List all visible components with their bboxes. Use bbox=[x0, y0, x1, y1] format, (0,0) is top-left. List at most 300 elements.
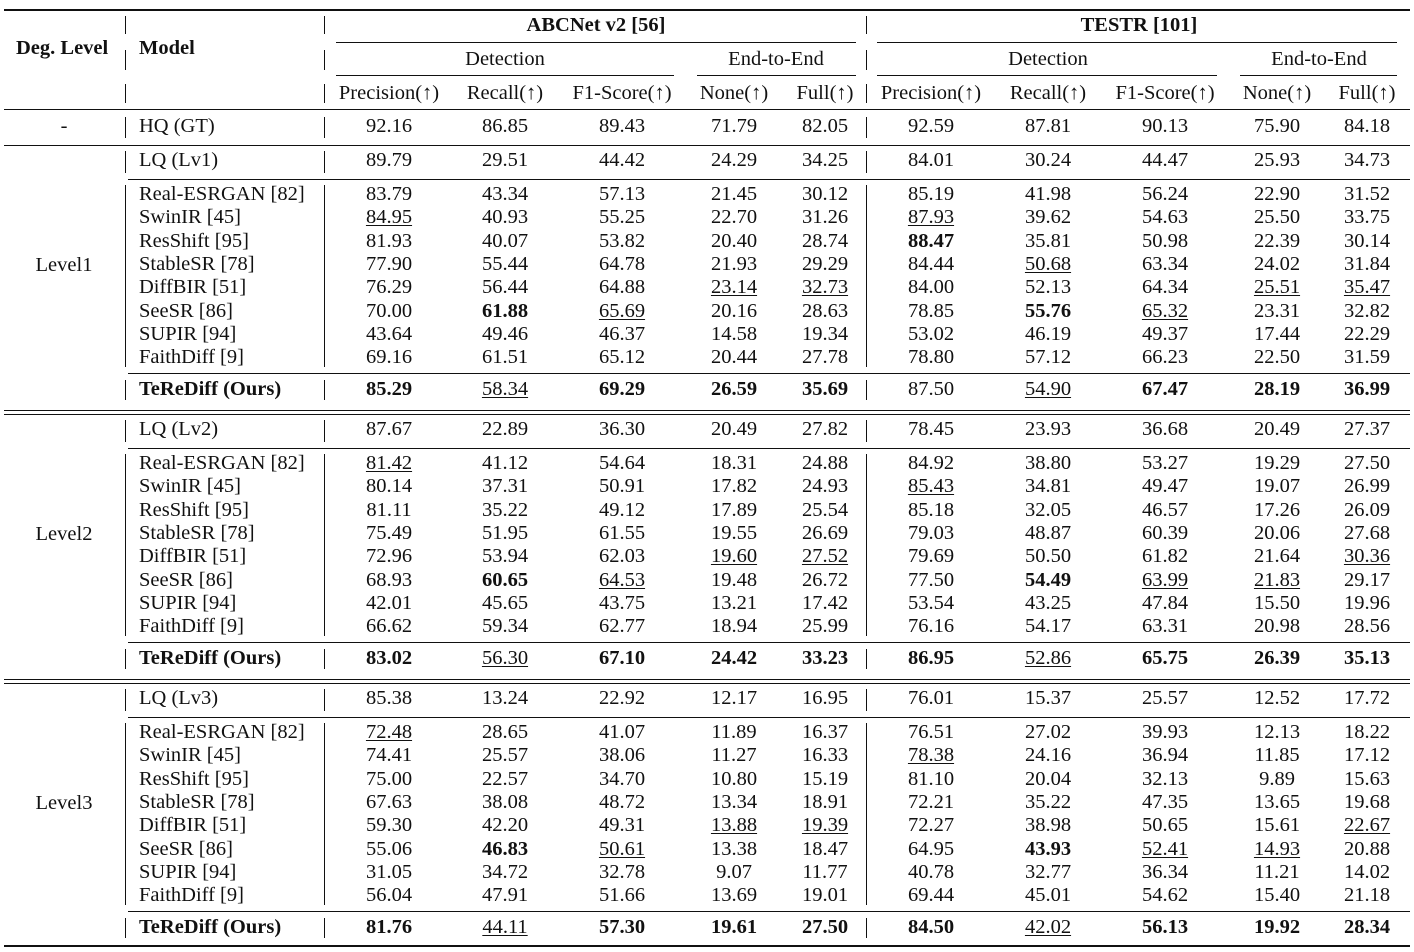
table-cell: 64.34 bbox=[1141, 276, 1189, 298]
table-cell: 78.45 bbox=[907, 418, 955, 440]
table-cell: 31.26 bbox=[801, 206, 849, 228]
table-cell: 43.25 bbox=[1024, 592, 1072, 614]
table-cell: 13.34 bbox=[710, 791, 758, 813]
table-cell: 57.13 bbox=[598, 183, 646, 205]
table-cell: 60.39 bbox=[1141, 522, 1189, 544]
table-cell: 52.86 bbox=[1024, 647, 1072, 669]
table-cell: 85.38 bbox=[365, 687, 413, 709]
table-cell: 89.79 bbox=[365, 149, 413, 171]
column-rule bbox=[125, 454, 126, 636]
method-row-model: SeeSR [86] bbox=[139, 569, 233, 591]
table-cell: 16.33 bbox=[801, 744, 849, 766]
table-cell: 27.02 bbox=[1024, 721, 1072, 743]
table-cell: 42.01 bbox=[365, 592, 413, 614]
table-cell: 28.19 bbox=[1253, 378, 1301, 400]
table-cell: 9.89 bbox=[1259, 768, 1295, 790]
table-cell: 9.07 bbox=[716, 861, 752, 883]
table-cell: 87.67 bbox=[365, 418, 413, 440]
table-cell: 50.61 bbox=[598, 838, 646, 860]
column-rule bbox=[324, 50, 325, 70]
table-cell: 22.92 bbox=[598, 687, 646, 709]
header-model: Model bbox=[139, 37, 195, 59]
table-cell: 19.34 bbox=[801, 323, 849, 345]
table-cell: 69.29 bbox=[598, 378, 646, 400]
table-cell: 17.72 bbox=[1343, 687, 1391, 709]
bottom-rule bbox=[4, 945, 1410, 947]
table-cell: 36.30 bbox=[598, 418, 646, 440]
table-cell: 22.50 bbox=[1253, 346, 1301, 368]
table-cell: 67.47 bbox=[1141, 378, 1189, 400]
table-cell: 72.27 bbox=[907, 814, 955, 836]
table-cell: 38.80 bbox=[1024, 452, 1072, 474]
method-row-model: StableSR [78] bbox=[139, 253, 255, 275]
table-cell: 54.62 bbox=[1141, 884, 1189, 906]
table-cell: 74.41 bbox=[365, 744, 413, 766]
column-rule bbox=[125, 918, 126, 938]
table-cell: 35.22 bbox=[481, 499, 529, 521]
table-cell: 24.02 bbox=[1253, 253, 1301, 275]
table-cell: 70.00 bbox=[365, 300, 413, 322]
table-cell: 81.93 bbox=[365, 230, 413, 252]
table-cell: 51.95 bbox=[481, 522, 529, 544]
table-cell: 23.93 bbox=[1024, 418, 1072, 440]
table-cell: 55.44 bbox=[481, 253, 529, 275]
table-cell: 17.89 bbox=[710, 499, 758, 521]
table-cell: 30.36 bbox=[1343, 545, 1391, 567]
table-cell: 15.63 bbox=[1343, 768, 1391, 790]
table-cell: 27.50 bbox=[1343, 452, 1391, 474]
table-cell: 48.72 bbox=[598, 791, 646, 813]
table-cell: 64.53 bbox=[598, 569, 646, 591]
table-cell: 63.34 bbox=[1141, 253, 1189, 275]
header-group-abcnet: ABCNet v2 [56] bbox=[526, 14, 666, 36]
table-cell: 35.22 bbox=[1024, 791, 1072, 813]
table-cell: 22.67 bbox=[1343, 814, 1391, 836]
level-label: Level3 bbox=[35, 792, 93, 814]
table-cell: 17.44 bbox=[1253, 323, 1301, 345]
table-cell: 49.31 bbox=[598, 814, 646, 836]
table-cell: 85.18 bbox=[907, 499, 955, 521]
table-cell: 50.65 bbox=[1141, 814, 1189, 836]
table-cell: 75.00 bbox=[365, 768, 413, 790]
table-cell: 53.02 bbox=[907, 323, 955, 345]
table-cell: 60.65 bbox=[481, 569, 529, 591]
ours-rule bbox=[128, 642, 1410, 643]
table-cell: 21.64 bbox=[1253, 545, 1301, 567]
table-cell: 20.49 bbox=[1253, 418, 1301, 440]
table-cell: 83.02 bbox=[365, 647, 413, 669]
table-cell: 43.64 bbox=[365, 323, 413, 345]
table-cell: 39.62 bbox=[1024, 206, 1072, 228]
column-rule bbox=[125, 380, 126, 400]
table-cell: 28.34 bbox=[1343, 916, 1391, 938]
table-cell: 59.30 bbox=[365, 814, 413, 836]
header-subgroup-e2e-testr: End-to-End bbox=[1271, 48, 1367, 70]
column-rule bbox=[866, 420, 867, 442]
method-row-model: Real-ESRGAN [82] bbox=[139, 183, 305, 205]
column-header: Recall(↑) bbox=[1009, 82, 1087, 104]
method-row-model: SeeSR [86] bbox=[139, 838, 233, 860]
table-cell: 34.72 bbox=[481, 861, 529, 883]
table-cell: 77.90 bbox=[365, 253, 413, 275]
table-cell: 40.78 bbox=[907, 861, 955, 883]
table-cell: 35.81 bbox=[1024, 230, 1072, 252]
table-cell: 92.16 bbox=[365, 115, 413, 137]
table-cell: 64.95 bbox=[907, 838, 955, 860]
table-cell: 84.50 bbox=[907, 916, 955, 938]
table-cell: 15.19 bbox=[801, 768, 849, 790]
table-cell: 38.06 bbox=[598, 744, 646, 766]
column-rule bbox=[125, 151, 126, 173]
table-cell: 68.93 bbox=[365, 569, 413, 591]
table-cell: 44.42 bbox=[598, 149, 646, 171]
table-cell: 50.91 bbox=[598, 475, 646, 497]
table-cell: 64.78 bbox=[598, 253, 646, 275]
table-cell: 22.89 bbox=[481, 418, 529, 440]
table-cell: 17.26 bbox=[1253, 499, 1301, 521]
column-rule bbox=[866, 689, 867, 711]
table-cell: 59.34 bbox=[481, 615, 529, 637]
column-rule bbox=[125, 84, 126, 103]
column-rule bbox=[866, 84, 867, 103]
column-rule bbox=[866, 454, 867, 636]
table-cell: 40.07 bbox=[481, 230, 529, 252]
table-cell: 32.82 bbox=[1343, 300, 1391, 322]
table-cell: 22.57 bbox=[481, 768, 529, 790]
table-cell: 32.05 bbox=[1024, 499, 1072, 521]
column-rule bbox=[324, 723, 325, 905]
table-cell: 54.90 bbox=[1024, 378, 1072, 400]
table-cell: 20.06 bbox=[1253, 522, 1301, 544]
table-cell: 76.01 bbox=[907, 687, 955, 709]
section-rule bbox=[4, 414, 1410, 415]
table-cell: 49.46 bbox=[481, 323, 529, 345]
table-cell: 63.31 bbox=[1141, 615, 1189, 637]
table-cell: 50.68 bbox=[1024, 253, 1072, 275]
table-cell: 66.62 bbox=[365, 615, 413, 637]
table-cell: 31.59 bbox=[1343, 346, 1391, 368]
rule-abcnet-e2e bbox=[697, 75, 856, 76]
table-cell: 78.85 bbox=[907, 300, 955, 322]
column-rule bbox=[125, 16, 126, 34]
table-cell: 31.84 bbox=[1343, 253, 1391, 275]
table-cell: 12.13 bbox=[1253, 721, 1301, 743]
table-cell: 42.02 bbox=[1024, 916, 1072, 938]
table-cell: 19.92 bbox=[1253, 916, 1301, 938]
table-cell: 85.29 bbox=[365, 378, 413, 400]
table-cell: 56.04 bbox=[365, 884, 413, 906]
column-rule bbox=[866, 151, 867, 173]
table-cell: 22.70 bbox=[710, 206, 758, 228]
table-cell: 54.17 bbox=[1024, 615, 1072, 637]
table-cell: 27.68 bbox=[1343, 522, 1391, 544]
column-rule bbox=[125, 185, 126, 367]
table-cell: 62.03 bbox=[598, 545, 646, 567]
table-cell: 26.72 bbox=[801, 569, 849, 591]
level-label: Level2 bbox=[35, 523, 93, 545]
table-cell: 25.51 bbox=[1253, 276, 1301, 298]
table-cell: 72.48 bbox=[365, 721, 413, 743]
table-cell: 17.12 bbox=[1343, 744, 1391, 766]
section-rule bbox=[4, 683, 1410, 684]
table-cell: 44.47 bbox=[1141, 149, 1189, 171]
method-row-model: DiffBIR [51] bbox=[139, 814, 247, 836]
table-cell: 38.08 bbox=[481, 791, 529, 813]
table-cell: 49.12 bbox=[598, 499, 646, 521]
table-cell: 28.74 bbox=[801, 230, 849, 252]
table-cell: 61.88 bbox=[481, 300, 529, 322]
column-header: F1-Score(↑) bbox=[572, 82, 672, 104]
table-cell: 24.42 bbox=[710, 647, 758, 669]
method-row-model: SUPIR [94] bbox=[139, 592, 237, 614]
column-rule bbox=[324, 117, 325, 138]
method-row-model: SwinIR [45] bbox=[139, 475, 241, 497]
table-cell: 14.93 bbox=[1253, 838, 1301, 860]
method-row-model: SwinIR [45] bbox=[139, 744, 241, 766]
table-cell: 13.88 bbox=[710, 814, 758, 836]
table-cell: 19.39 bbox=[801, 814, 849, 836]
table-cell: 62.77 bbox=[598, 615, 646, 637]
table-cell: 54.63 bbox=[1141, 206, 1189, 228]
table-cell: 19.60 bbox=[710, 545, 758, 567]
table-cell: 18.91 bbox=[801, 791, 849, 813]
rule-testr-e2e bbox=[1240, 75, 1397, 76]
table-cell: 65.32 bbox=[1141, 300, 1189, 322]
column-rule bbox=[866, 16, 867, 34]
table-cell: 81.76 bbox=[365, 916, 413, 938]
table-cell: 43.75 bbox=[598, 592, 646, 614]
table-cell: 81.10 bbox=[907, 768, 955, 790]
table-cell: 51.66 bbox=[598, 884, 646, 906]
table-cell: 34.70 bbox=[598, 768, 646, 790]
method-row-model: StableSR [78] bbox=[139, 791, 255, 813]
table-cell: 76.29 bbox=[365, 276, 413, 298]
table-cell: 19.61 bbox=[710, 916, 758, 938]
column-rule bbox=[324, 185, 325, 367]
table-cell: 28.65 bbox=[481, 721, 529, 743]
table-cell: 52.41 bbox=[1141, 838, 1189, 860]
column-rule bbox=[866, 185, 867, 367]
table-cell: 27.52 bbox=[801, 545, 849, 567]
table-cell: 67.63 bbox=[365, 791, 413, 813]
table-cell: 23.14 bbox=[710, 276, 758, 298]
table-cell: 81.11 bbox=[366, 499, 412, 521]
table-cell: 32.13 bbox=[1141, 768, 1189, 790]
table-cell: 86.85 bbox=[481, 115, 529, 137]
method-row-model: DiffBIR [51] bbox=[139, 545, 247, 567]
table-cell: 86.95 bbox=[907, 647, 955, 669]
table-cell: 18.22 bbox=[1343, 721, 1391, 743]
table-cell: 26.99 bbox=[1343, 475, 1391, 497]
table-cell: 26.09 bbox=[1343, 499, 1391, 521]
table-cell: 50.50 bbox=[1024, 545, 1072, 567]
table-cell: 12.17 bbox=[710, 687, 758, 709]
rule-abcnet-detection bbox=[336, 75, 674, 76]
table-cell: 84.92 bbox=[907, 452, 955, 474]
table-cell: 15.50 bbox=[1253, 592, 1301, 614]
column-rule bbox=[324, 918, 325, 938]
table-cell: 41.07 bbox=[598, 721, 646, 743]
table-cell: 25.57 bbox=[1141, 687, 1189, 709]
column-rule bbox=[324, 454, 325, 636]
table-cell: 18.94 bbox=[710, 615, 758, 637]
table-cell: 41.98 bbox=[1024, 183, 1072, 205]
table-cell: 75.90 bbox=[1253, 115, 1301, 137]
table-cell: 79.03 bbox=[907, 522, 955, 544]
column-header: Precision(↑) bbox=[880, 82, 982, 104]
table-cell: 29.51 bbox=[481, 149, 529, 171]
column-rule bbox=[125, 649, 126, 669]
method-row-model: StableSR [78] bbox=[139, 522, 255, 544]
table-cell: 19.29 bbox=[1253, 452, 1301, 474]
method-row-model: DiffBIR [51] bbox=[139, 276, 247, 298]
table-cell: 20.98 bbox=[1253, 615, 1301, 637]
table-cell: 69.44 bbox=[907, 884, 955, 906]
lq-rule bbox=[128, 448, 1410, 449]
table-cell: 28.63 bbox=[801, 300, 849, 322]
table-cell: 30.12 bbox=[801, 183, 849, 205]
table-cell: 13.21 bbox=[710, 592, 758, 614]
table-cell: 34.73 bbox=[1343, 149, 1391, 171]
method-row-model: SeeSR [86] bbox=[139, 300, 233, 322]
table-cell: 75.49 bbox=[365, 522, 413, 544]
table-cell: 84.00 bbox=[907, 276, 955, 298]
column-header: Full(↑) bbox=[796, 82, 854, 104]
table-cell: 25.57 bbox=[481, 744, 529, 766]
table-cell: 33.75 bbox=[1343, 206, 1391, 228]
table-cell: 31.52 bbox=[1343, 183, 1391, 205]
table-cell: 53.82 bbox=[598, 230, 646, 252]
column-rule bbox=[125, 50, 126, 70]
table-cell: 85.43 bbox=[907, 475, 955, 497]
method-row-model: FaithDiff [9] bbox=[139, 346, 244, 368]
table-cell: 35.69 bbox=[801, 378, 849, 400]
method-row-model: SUPIR [94] bbox=[139, 861, 237, 883]
table-cell: 84.01 bbox=[907, 149, 955, 171]
table-cell: 76.16 bbox=[907, 615, 955, 637]
table-cell: 29.17 bbox=[1343, 569, 1391, 591]
table-cell: 41.12 bbox=[481, 452, 529, 474]
table-cell: 16.95 bbox=[801, 687, 849, 709]
ours-row-model: TeReDiff (Ours) bbox=[139, 378, 282, 400]
table-cell: 36.94 bbox=[1141, 744, 1189, 766]
table-cell: 54.64 bbox=[598, 452, 646, 474]
ours-rule bbox=[128, 373, 1410, 374]
table-cell: 19.48 bbox=[710, 569, 758, 591]
table-cell: 25.54 bbox=[801, 499, 849, 521]
method-row-model: SwinIR [45] bbox=[139, 206, 241, 228]
column-header: None(↑) bbox=[699, 82, 769, 104]
column-rule bbox=[324, 151, 325, 173]
table-cell: 21.18 bbox=[1343, 884, 1391, 906]
table-cell: 24.16 bbox=[1024, 744, 1072, 766]
table-cell: 84.44 bbox=[907, 253, 955, 275]
table-cell: 11.21 bbox=[1254, 861, 1300, 883]
table-cell: 15.61 bbox=[1253, 814, 1301, 836]
column-rule bbox=[324, 16, 325, 34]
table-cell: 56.24 bbox=[1141, 183, 1189, 205]
table-cell: 36.68 bbox=[1141, 418, 1189, 440]
table-cell: 19.68 bbox=[1343, 791, 1391, 813]
table-cell: 46.57 bbox=[1141, 499, 1189, 521]
table-cell: 39.93 bbox=[1141, 721, 1189, 743]
table-cell: 33.23 bbox=[801, 647, 849, 669]
gt-row-model: HQ (GT) bbox=[139, 115, 215, 137]
table-cell: 89.43 bbox=[598, 115, 646, 137]
table-cell: 42.20 bbox=[481, 814, 529, 836]
table-cell: 19.55 bbox=[710, 522, 758, 544]
table-cell: 52.13 bbox=[1024, 276, 1072, 298]
table-cell: 20.49 bbox=[710, 418, 758, 440]
column-rule bbox=[125, 117, 126, 138]
table-cell: 61.82 bbox=[1141, 545, 1189, 567]
lq-row-model: LQ (Lv3) bbox=[139, 687, 219, 709]
table-cell: 25.50 bbox=[1253, 206, 1301, 228]
lq-row-model: LQ (Lv2) bbox=[139, 418, 219, 440]
table-cell: 20.16 bbox=[710, 300, 758, 322]
table-cell: 35.47 bbox=[1343, 276, 1391, 298]
table-cell: 13.38 bbox=[710, 838, 758, 860]
table-cell: 43.34 bbox=[481, 183, 529, 205]
table-cell: 24.88 bbox=[801, 452, 849, 474]
table-cell: 24.29 bbox=[710, 149, 758, 171]
table-cell: 55.25 bbox=[598, 206, 646, 228]
table-cell: 11.27 bbox=[711, 744, 757, 766]
method-row-model: ResShift [95] bbox=[139, 499, 249, 521]
column-rule bbox=[866, 380, 867, 400]
column-rule bbox=[866, 50, 867, 70]
table-cell: 19.01 bbox=[801, 884, 849, 906]
table-cell: 61.51 bbox=[481, 346, 529, 368]
column-rule bbox=[866, 649, 867, 669]
table-cell: 13.65 bbox=[1253, 791, 1301, 813]
table-cell: 23.31 bbox=[1253, 300, 1301, 322]
table-cell: 27.78 bbox=[801, 346, 849, 368]
table-cell: 32.77 bbox=[1024, 861, 1072, 883]
table-cell: 80.14 bbox=[365, 475, 413, 497]
table-cell: 17.42 bbox=[801, 592, 849, 614]
table-cell: 49.37 bbox=[1141, 323, 1189, 345]
table-cell: 14.58 bbox=[710, 323, 758, 345]
table-cell: 50.98 bbox=[1141, 230, 1189, 252]
table-cell: 47.35 bbox=[1141, 791, 1189, 813]
table-cell: 78.80 bbox=[907, 346, 955, 368]
table-cell: 30.24 bbox=[1024, 149, 1072, 171]
table-cell: 21.83 bbox=[1253, 569, 1301, 591]
table-cell: 35.13 bbox=[1343, 647, 1391, 669]
table-cell: 84.18 bbox=[1343, 115, 1391, 137]
table-cell: 21.93 bbox=[710, 253, 758, 275]
lq-rule bbox=[128, 179, 1410, 180]
header-subgroup-detection-abcnet: Detection bbox=[465, 48, 545, 70]
rule-testr-detection bbox=[877, 75, 1217, 76]
table-cell: 56.44 bbox=[481, 276, 529, 298]
table-cell: 11.89 bbox=[711, 721, 757, 743]
table-cell: 53.27 bbox=[1141, 452, 1189, 474]
gt-level: - bbox=[60, 115, 68, 137]
header-rule bbox=[4, 109, 1410, 110]
table-cell: 65.69 bbox=[598, 300, 646, 322]
column-rule bbox=[324, 84, 325, 103]
table-cell: 34.81 bbox=[1024, 475, 1072, 497]
table-cell: 87.81 bbox=[1024, 115, 1072, 137]
method-row-model: FaithDiff [9] bbox=[139, 615, 244, 637]
header-subgroup-detection-testr: Detection bbox=[1008, 48, 1088, 70]
table-cell: 31.05 bbox=[365, 861, 413, 883]
table-cell: 28.56 bbox=[1343, 615, 1391, 637]
table-cell: 25.99 bbox=[801, 615, 849, 637]
table-cell: 72.21 bbox=[907, 791, 955, 813]
